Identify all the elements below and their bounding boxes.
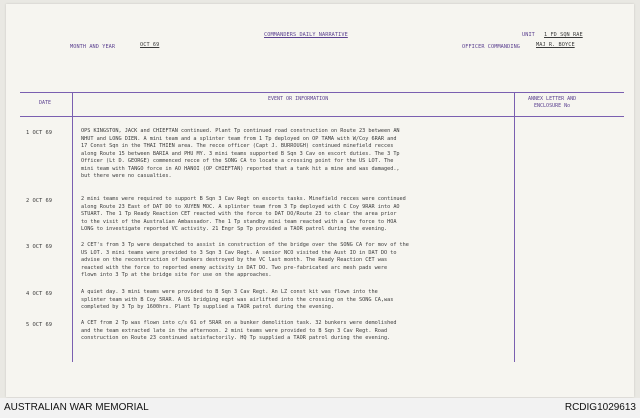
column-header-event: EVENT OR INFORMATION [268,96,329,102]
table-top-rule [20,92,624,93]
month-value: OCT 69 [140,42,160,48]
entry-line: and the team extracted late in the afternoon. 2 mini teams were provided to B Sqn 3 Cav Regt. Road [81,327,388,334]
entry-line: A quiet day. 3 mini teams were provided to B Sqn 3 Cav Regt. An LZ const kit was flown into the [81,289,378,295]
entry-line: reacted with the force to reported enemy activity in DAT DO. Two pre-fabricated arc mesh pads were [81,264,388,271]
entry-line: along Route 15 between BARIA and PHU MY. 3 mini teams supported B Sqn 3 Cav on escort duties. The 3 Tp [81,150,400,157]
entry-text [81,196,511,234]
entry-text [81,289,511,312]
entry-text [81,128,511,181]
table-header-rule [20,116,624,117]
officer-value: MAJ R. BOYCE [536,42,575,48]
unit-label: UNIT [522,32,535,38]
column-header-annex: ANNEX LETTER AND ENCLOSURE No [528,96,577,109]
entry-line: NHUT and LONG DIEN. A mini team and a splinter team from 1 Tp deployed on OP TAMA with W/Coy 6RAR and [81,135,397,142]
entry-line: 2 CET's from 3 Tp were despatched to assist in construction of the bridge over the SONG CA for mov of the [81,242,409,248]
entry-line: along Route 23 East of DAT DO to XUYEN MOC. A splinter team from 3 Tp deployed with C Coy 9RAR into AO [81,203,400,210]
entry-line: construction on Route 23 continued satisfactorily. HQ Tp supplied a TAOR patrol during the evening. [81,335,391,341]
document-sheet [6,4,634,397]
entry-line: 17 Const Sqn in the THAI THIEN area. The recce officer (Capt J. BURROUGH) continued minefield recces [81,143,394,149]
date-column-rule [72,92,73,362]
month-label: MONTH AND YEAR [70,44,116,50]
entry-line: but there were no casualties. [81,173,172,179]
entry-date: 5 OCT 69 [26,322,52,328]
entry-line: Officer (Lt D. GEORGE) commenced recce of the SONG CA to locate a crossing point for the US LOT. The [81,158,394,164]
column-header-date: DATE [39,100,52,106]
entry-line: flown into 3 Tp at the bridge site for use on the approaches. [81,272,272,278]
entry-date: 2 OCT 69 [26,198,52,204]
entry-date: 3 OCT 69 [26,244,52,250]
entry-line: 2 mini teams were required to support B Sqn 3 Cav Regt on escorts tasks. Minefield recces were continued [81,196,406,202]
entry-line: A CET from 2 Tp was flown into c/s 61 of 5RAR on a bunker demolition task. 32 bunkers were demolished [81,320,397,326]
entry-line: OPS KINGSTON, JACK and CHIEFTAN continued. Plant Tp continued road construction on Route 23 between AN [81,128,400,134]
archive-name: AUSTRALIAN WAR MEMORIAL [4,402,149,413]
unit-value: 1 FD SQN RAE [544,32,583,38]
entry-line: LONG to investigate reported VC activity. 21 Engr Sp Tp provided a TAOR patrol during the evening. [81,226,388,232]
entry-date: 4 OCT 69 [26,291,52,297]
entry-line: advise on the reconstruction of bunkers destroyed by the VC last month. The Ready Reaction CET was [81,257,388,263]
entry-line: completed by 3 Tp by 1600hrs. Plant Tp supplied a TAOR patrol during the evening. [81,304,334,310]
entry-line: mini team with TANGO force in AO HANOI (OP CHIEFTAN) reported that a tank hit a mine and was damaged., [81,165,400,172]
entry-text [81,242,511,280]
entry-line: splinter team with B Coy 5RAR. A US bridging eqpt was airlifted into the crossing on the SONG CA,was [81,296,394,303]
entry-line: US LOT. 3 mini teams were provided to 3 Sqn 3 Cav Regt. A senior NCO visited the Aust IO in DAT DO to [81,249,397,256]
entry-text [81,320,511,343]
annex-column-rule [514,92,515,362]
entry-date: 1 OCT 69 [26,130,52,136]
record-id: RCDIG1029613 [564,402,636,413]
archive-footer [0,398,640,418]
entry-line: STUART. The 1 Tp Ready Reaction CET reacted with the force to DAT DO/Route 23 to clear the area prior [81,211,397,217]
officer-label: OFFICER COMMANDING [462,44,521,50]
entry-line: to the visit of the Australian Ambassador. The 1 Tp standby mini team reacted with a Cav force to HOA [81,218,397,225]
document-title: COMMANDERS DAILY NARRATIVE [264,32,348,38]
